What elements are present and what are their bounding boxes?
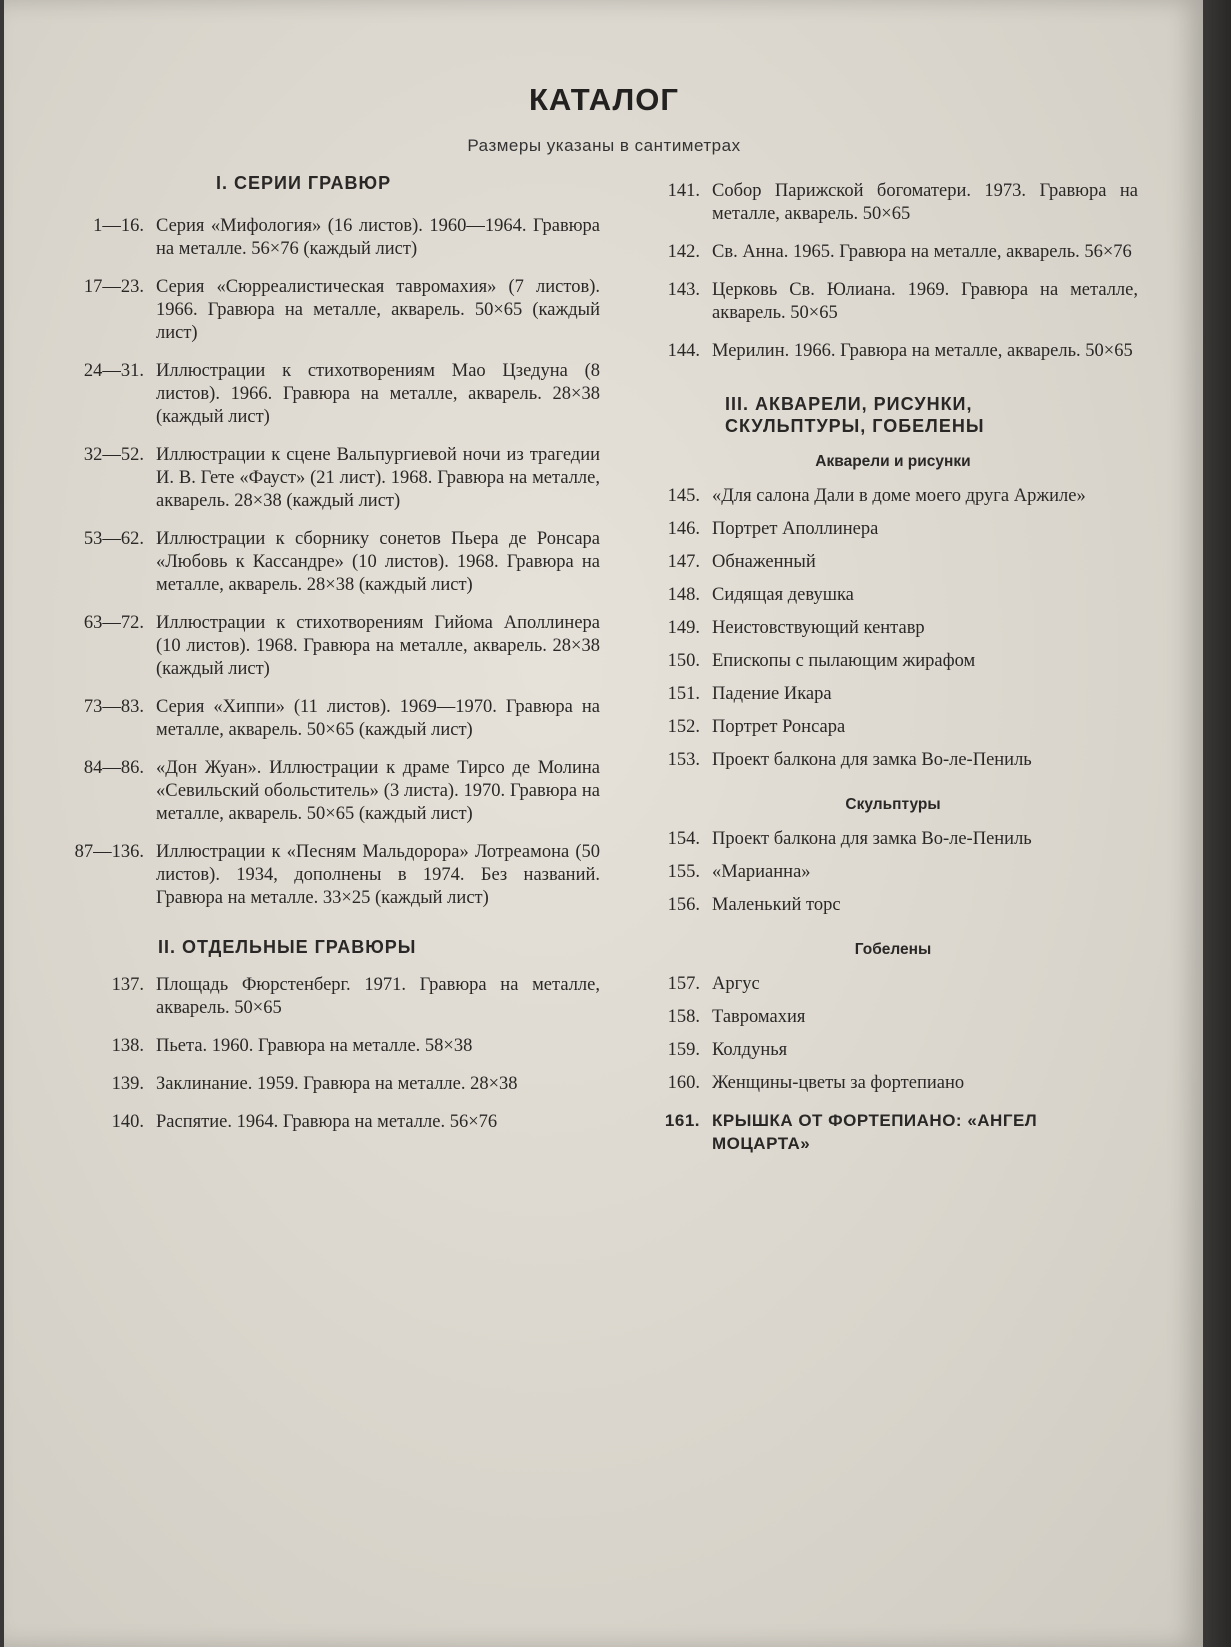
catalog-entry: [60, 974, 600, 1020]
entry-text: Серия «Сюрреалистическая тавромахия» (7 листов). 1966. Гравюра на металле, акварель. 50×65 (каждый лист): [156, 277, 600, 343]
tapestries-list: [648, 973, 1138, 1095]
entry-number: 1—16.: [93, 216, 144, 236]
entry-text: Проект балкона для замка Во-ле-Пениль: [712, 750, 1032, 770]
entry-number: 154.: [667, 829, 700, 849]
section-1-list: [60, 215, 600, 910]
catalog-entry: [60, 444, 600, 513]
entry-text: Иллюстрации к сцене Вальпургиевой ночи из трагедии И. В. Гете «Фауст» (21 лист). 1968. Гравюра на металле, акварель. 28×38 (каждый лист): [156, 445, 600, 511]
page-subtitle: Размеры указаны в сантиметрах: [467, 136, 741, 155]
watercolors-list: [648, 485, 1138, 772]
entry-text: Иллюстрации к стихотворениям Мао Цзедуна (8 листов). 1966. Гравюра на металле, акварель. 28×38 (каждый лист): [156, 361, 600, 427]
catalog-entry: [648, 1072, 1138, 1095]
catalog-entry: [60, 215, 600, 261]
entry-number: 145.: [667, 486, 700, 506]
catalog-entry: [648, 683, 1138, 706]
entry-number: 156.: [667, 895, 700, 915]
catalog-entry: [60, 841, 600, 910]
catalog-entry: [648, 749, 1138, 772]
catalog-entry: [648, 1006, 1138, 1029]
entry-text: «Для салона Дали в доме моего друга Аржиле»: [712, 486, 1086, 506]
catalog-entry: [648, 716, 1138, 739]
entry-number: 84—86.: [83, 758, 144, 778]
entry-text: Серия «Хиппи» (11 листов). 1969—1970. Гравюра на металле, акварель. 50×65 (каждый лист): [156, 697, 600, 740]
page-title: КАТАЛОГ: [529, 82, 679, 117]
entry-number: 87—136.: [74, 842, 144, 862]
entry-number: 17—23.: [83, 277, 144, 297]
entry-text: Площадь Фюрстенберг. 1971. Гравюра на металле, акварель. 50×65: [156, 975, 600, 1018]
entry-text: Аргус: [712, 974, 760, 994]
catalog-entry: [648, 617, 1138, 640]
entry-text: «Марианна»: [712, 862, 811, 882]
entry-text: Мерилин. 1966. Гравюра на металле, акварель. 50×65: [712, 341, 1133, 361]
entry-number: 152.: [667, 717, 700, 737]
catalog-entry: [648, 279, 1138, 325]
section-3-heading-line2: СКУЛЬПТУРЫ, ГОБЕЛЕНЫ: [725, 416, 985, 436]
catalog-entry: [648, 894, 1138, 917]
catalog-entry: [648, 241, 1138, 264]
entry-number: 32—52.: [83, 445, 144, 465]
tapestries-heading: Гобелены: [854, 941, 932, 958]
catalog-entry: [60, 360, 600, 429]
entry-number: 155.: [667, 862, 700, 882]
entry-text: КРЫШКА ОТ ФОРТЕПИАНО: «АНГЕЛ МОЦАРТА»: [712, 1111, 1038, 1153]
entry-number: 63—72.: [83, 613, 144, 633]
catalog-entry: [648, 861, 1138, 884]
entry-number: 142.: [667, 242, 700, 262]
book-edge: [1203, 0, 1231, 1647]
watercolors-heading: Акварели и рисунки: [815, 453, 971, 470]
entry-text: Заклинание. 1959. Гравюра на металле. 28×38: [156, 1074, 518, 1094]
catalog-entry: [648, 180, 1138, 226]
entry-text: Падение Икара: [712, 684, 832, 704]
entry-text: Распятие. 1964. Гравюра на металле. 56×76: [156, 1112, 498, 1132]
entry-number: 149.: [667, 618, 700, 638]
entry-text: Серия «Мифология» (16 листов). 1960—1964. Гравюра на металле. 56×76 (каждый лист): [156, 216, 600, 259]
catalog-entry: [648, 584, 1138, 607]
catalog-entry: [648, 650, 1138, 673]
entry-text: Иллюстрации к стихотворениям Гийома Аполлинера (10 листов). 1968. Гравюра на металле, акварель. 28×38 (каждый лист): [156, 613, 600, 679]
entry-number: 158.: [667, 1007, 700, 1027]
entry-number: 151.: [667, 684, 700, 704]
entry-number: 143.: [667, 280, 700, 300]
section-2-list-right: [648, 180, 1138, 363]
entry-number: 161.: [664, 1111, 700, 1130]
sculptures-heading: Скульптуры: [845, 796, 941, 813]
catalog-entry: [648, 828, 1138, 851]
catalog-entry: [648, 973, 1138, 996]
entry-text: Иллюстрации к сборнику сонетов Пьера де Ронсара «Любовь к Кассандре» (10 листов). 1968. Гравюра на металле, акварель. 28×38 (каждый лист): [156, 529, 600, 595]
entry-text: Сидящая девушка: [712, 585, 854, 605]
entry-text: Собор Парижской богоматери. 1973. Гравюра на металле, акварель. 50×65: [712, 181, 1138, 224]
catalog-entry: [648, 1039, 1138, 1062]
catalog-entry: [60, 1073, 600, 1096]
catalog-entry: [60, 757, 600, 826]
catalog-entry: [60, 276, 600, 345]
entry-text: Обнаженный: [712, 552, 816, 572]
section-2-list-left: [60, 974, 600, 1134]
sculptures-list: [648, 828, 1138, 917]
entry-number: 144.: [667, 341, 700, 361]
entry-text: Портрет Ронсара: [712, 717, 846, 737]
entry-text: Епископы с пылающим жирафом: [712, 651, 976, 671]
entry-text: Пьета. 1960. Гравюра на металле. 58×38: [156, 1036, 473, 1056]
left-column: [60, 172, 600, 1149]
entry-text: Церковь Св. Юлиана. 1969. Гравюра на металле, акварель. 50×65: [712, 280, 1138, 323]
entry-number: 150.: [667, 651, 700, 671]
section-2-heading: II. ОТДЕЛЬНЫЕ ГРАВЮРЫ: [158, 937, 417, 957]
section-1-heading: I. СЕРИИ ГРАВЮР: [216, 173, 392, 193]
catalog-entry: [648, 485, 1138, 508]
entry-text: Женщины-цветы за фортепиано: [712, 1073, 965, 1093]
catalog-page: [4, 0, 1204, 1647]
entry-number: 157.: [667, 974, 700, 994]
entry-number: 141.: [667, 181, 700, 201]
right-column: [648, 180, 1138, 1170]
entry-text: Маленький торс: [712, 895, 841, 915]
entry-text: Проект балкона для замка Во-ле-Пениль: [712, 829, 1032, 849]
entry-number: 73—83.: [83, 697, 144, 717]
entry-number: 140.: [111, 1112, 144, 1132]
entry-text: Св. Анна. 1965. Гравюра на металле, акварель. 56×76: [712, 242, 1132, 262]
entry-text: Иллюстрации к «Песням Мальдорора» Лотреамона (50 листов). 1934, дополнены в 1974. Без названий. Гравюра на металле. 33×25 (каждый лист): [156, 842, 600, 908]
entry-number: 146.: [667, 519, 700, 539]
entry-number: 53—62.: [83, 529, 144, 549]
final-entry: [648, 1109, 1138, 1155]
entry-text: Колдунья: [712, 1040, 788, 1060]
entry-text: Неистовствующий кентавр: [712, 618, 925, 638]
entry-number: 137.: [111, 975, 144, 995]
catalog-entry: [648, 551, 1138, 574]
entry-number: 148.: [667, 585, 700, 605]
entry-number: 160.: [667, 1073, 700, 1093]
entry-number: 147.: [667, 552, 700, 572]
entry-text: Тавромахия: [712, 1007, 806, 1027]
catalog-entry: [60, 528, 600, 597]
entry-number: 153.: [667, 750, 700, 770]
catalog-entry: [648, 518, 1138, 541]
entry-number: 159.: [667, 1040, 700, 1060]
catalog-entry: [60, 1035, 600, 1058]
catalog-entry: [648, 340, 1138, 363]
entry-text: Портрет Аполлинера: [712, 519, 879, 539]
catalog-entry: [60, 1111, 600, 1134]
entry-number: 24—31.: [83, 361, 144, 381]
entry-number: 139.: [111, 1074, 144, 1094]
catalog-entry: [60, 612, 600, 681]
section-3-heading-line1: III. АКВАРЕЛИ, РИСУНКИ,: [725, 394, 973, 414]
entry-text: «Дон Жуан». Иллюстрации к драме Тирсо де Молина «Севильский обольститель» (3 листа). 1970. Гравюра на металле, акварель. 50×65 (каждый лист): [156, 758, 600, 824]
entry-number: 138.: [111, 1036, 144, 1056]
catalog-entry: [60, 696, 600, 742]
